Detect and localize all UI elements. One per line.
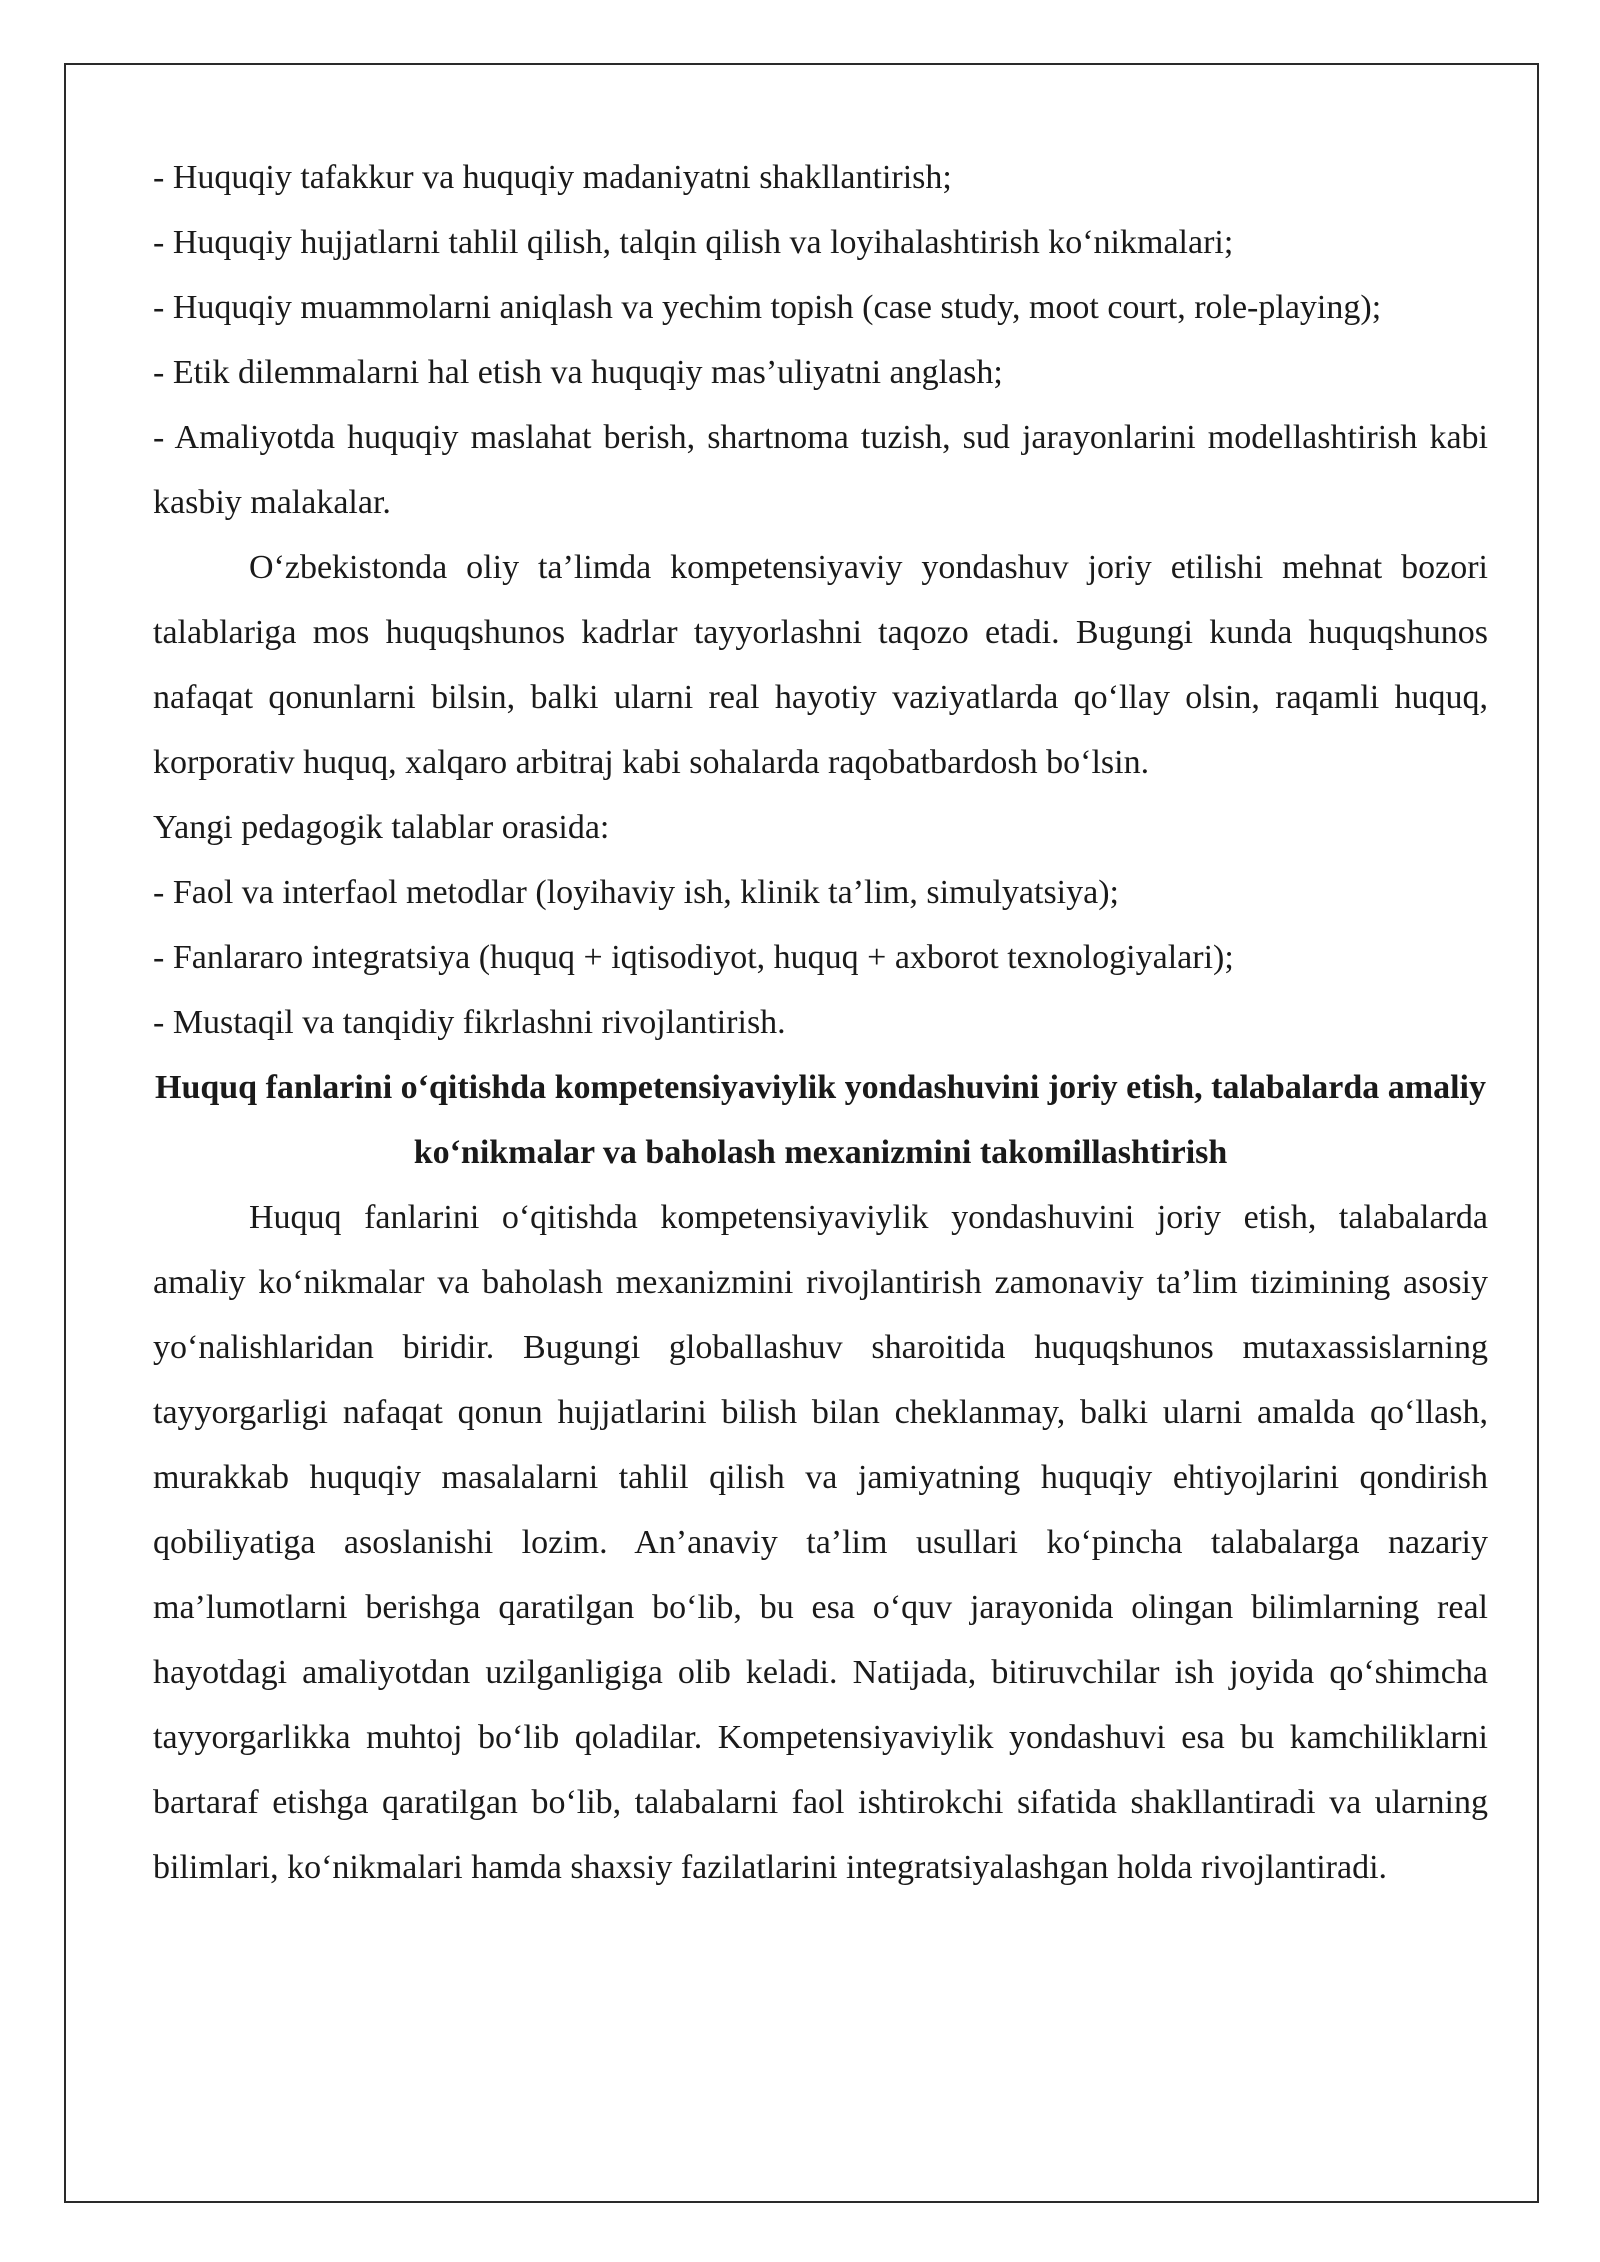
list-item-document-analysis: - Huquqiy hujjatlarni tahlil qilish, talqin qilish va loyihalashtirish ko‘nikmalari; bbox=[153, 224, 1234, 261]
document-body bbox=[153, 145, 1488, 1900]
list-item-interdisciplinary: - Fanlararo integratsiya (huquq + iqtisodiyot, huquq + axborot texnologiyalari); bbox=[153, 939, 1234, 976]
list-item-active-methods: - Faol va interfaol metodlar (loyihaviy ish, klinik ta’lim, simulyatsiya); bbox=[153, 874, 1119, 911]
list-item-ethical-dilemmas: - Etik dilemmalarni hal etish va huquqiy mas’uliyatni anglash; bbox=[153, 354, 1003, 391]
paragraph-uzbekistan-competency: O‘zbekistonda oliy ta’limda kompetensiyaviy yondashuv joriy etilishi mehnat bozori talablariga mos huquqshunos kadrlar tayyorlashni taqozo etadi. Bugungi kunda huquqshunos nafaqat qonunlarni bilsin, balki ularni real hayotiy vaziyatlarda qo‘llay olsin, raqamli huquq, korporativ huquq, xalqaro arbitraj kabi sohalarda raqobatbardosh bo‘lsin. bbox=[153, 549, 1488, 781]
list-item-problem-solving: - Huquqiy muammolarni aniqlash va yechim topish (case study, moot court, role-playing); bbox=[153, 289, 1382, 326]
list-item-legal-thinking: - Huquqiy tafakkur va huquqiy madaniyatni shakllantirish; bbox=[153, 159, 952, 196]
pedagogical-requirements-intro: Yangi pedagogik talablar orasida: bbox=[153, 809, 610, 846]
list-item-practical-skills: - Amaliyotda huquqiy maslahat berish, shartnoma tuzish, sud jarayonlarini modellashtirish kabi kasbiy malakalar. bbox=[153, 419, 1488, 521]
paragraph-competency-approach: Huquq fanlarini o‘qitishda kompetensiyaviylik yondashuvini joriy etish, talabalarda amaliy ko‘nikmalar va baholash mexanizmini rivojlantirish zamonaviy ta’lim tizimining asosiy yo‘nalishlaridan biridir. Bugungi globallashuv sharoitida huquqshunos mutaxassislarning tayyorgarligi nafaqat qonun hujjatlarini bilish bilan cheklanmay, balki ularni amalda qo‘llash, murakkab huquqiy masalalarni tahlil qilish va jamiyatning huquqiy ehtiyojlarini qondirish qobiliyatiga asoslanishi lozim. An’anaviy ta’lim usullari ko‘pincha talabalarga nazariy ma’lumotlarni berishga qaratilgan bo‘lib, bu esa o‘quv jarayonida olingan bilimlarning real hayotdagi amaliyotdan uzilganligiga olib keladi. Natijada, bitiruvchilar ish joyida qo‘shimcha tayyorgarlikka muhtoj bo‘lib qoladilar. Kompetensiyaviylik yondashuvi esa bu kamchiliklarni bartaraf etishga qaratilgan bo‘lib, talabalarni faol ishtirokchi sifatida shakllantiradi va ularning bilimlari, ko‘nikmalari hamda shaxsiy fazilatlarini integratsiyalashgan holda rivojlantiradi. bbox=[153, 1199, 1488, 1886]
section-heading: Huquq fanlarini o‘qitishda kompetensiyaviylik yondashuvini joriy etish, talabalarda amaliy ko‘nikmalar va baholash mexanizmini takomillashtirish bbox=[155, 1069, 1486, 1171]
list-item-critical-thinking: - Mustaqil va tanqidiy fikrlashni rivojlantirish. bbox=[153, 1004, 786, 1041]
